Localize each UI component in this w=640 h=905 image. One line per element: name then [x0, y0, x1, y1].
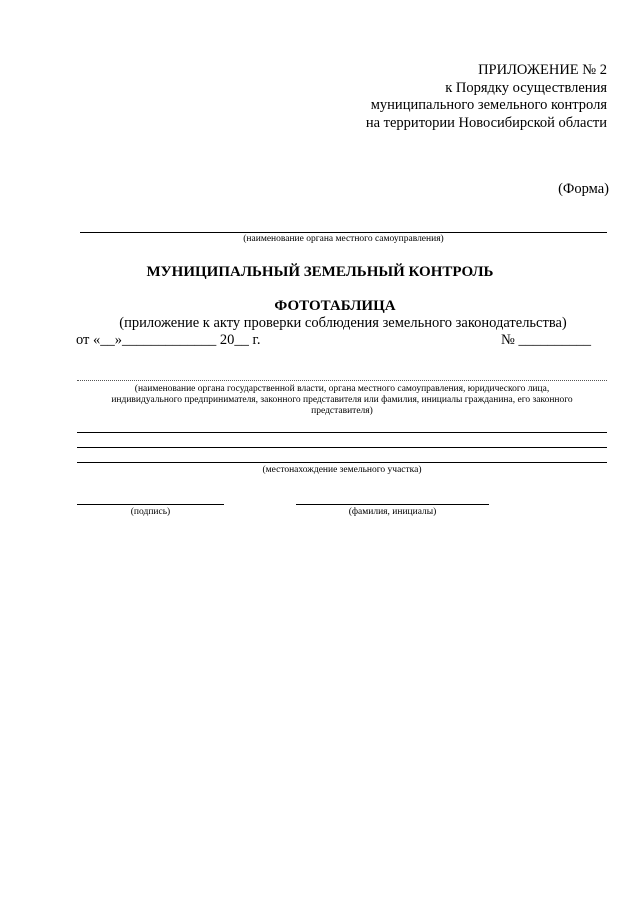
- authority-fill-line: [80, 232, 607, 233]
- signature-caption: (подпись): [130, 507, 171, 517]
- name-caption: (фамилия, инициалы): [348, 507, 437, 517]
- page-title: МУНИЦИПАЛЬНЫЙ ЗЕМЕЛЬНЫЙ КОНТРОЛЬ: [146, 264, 494, 280]
- location-fill-line: [77, 462, 607, 463]
- header-line-2: к Порядку осуществления: [445, 79, 607, 96]
- document-header: [366, 62, 607, 132]
- fill-line-1: [77, 432, 607, 433]
- form-label: (Форма): [558, 181, 609, 197]
- header-line-3: муниципального земельного контроля: [370, 97, 607, 113]
- fill-line-2: [77, 447, 607, 448]
- inspected-fill-line: [77, 380, 607, 381]
- appendix-number: ПРИЛОЖЕНИЕ № 2: [478, 62, 607, 78]
- location-caption: (местонахождение земельного участка): [262, 465, 422, 475]
- subtitle-note: (приложение к акту проверки соблюдения земельного законодательства): [119, 315, 567, 331]
- inspected-caption: [64, 384, 620, 417]
- inspected-caption-line-2: индивидуального предпринимателя, законного представителя или фамилия, инициалы гражданина, его законного: [111, 395, 573, 405]
- signature-fill-line: [77, 504, 224, 505]
- number-line: № __________: [501, 332, 591, 348]
- date-line: от «__»_____________ 20__ г.: [76, 332, 261, 348]
- name-fill-line: [296, 504, 489, 505]
- inspected-caption-line-3: представителя): [311, 406, 373, 416]
- document-subtitle: ФОТОТАБЛИЦА: [274, 298, 396, 314]
- inspected-caption-line-1: (наименование органа государственной власти, органа местного самоуправления, юридического лица,: [134, 384, 550, 394]
- header-line-4: на территории Новосибирской области: [365, 114, 607, 131]
- authority-caption: (наименование органа местного самоуправления): [243, 234, 444, 244]
